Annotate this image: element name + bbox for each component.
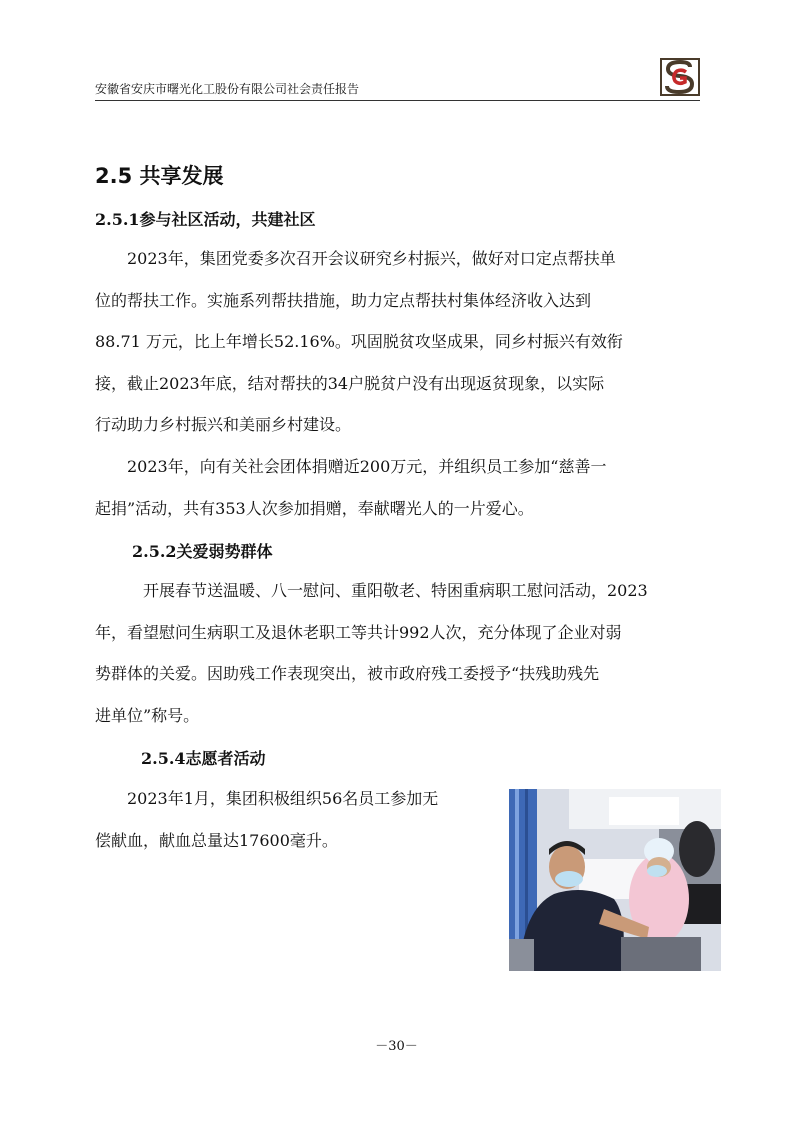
report-title: 安徽省安庆市曙光化工股份有限公司社会责任报告: [95, 82, 360, 96]
text-line: 行动助力乡村振兴和美丽乡村建设。: [95, 415, 352, 434]
text-line: 接，截止2023年底，结对帮扶的34户脱贫户没有出现返贫现象，以实际: [95, 373, 605, 393]
text-line: 88.71 万元，比上年增长52.16%。巩固脱贫攻坚成果，同乡村振兴有效衔: [95, 332, 623, 351]
text-line: 开展春节送温暖、八一慰问、重阳敬老、特困重病职工慰问活动，2023: [143, 581, 648, 600]
paragraph-care-vulnerable: [95, 570, 700, 736]
text-line: 起捐”活动，共有353人次参加捐赠，奉献曙光人的一片爱心。: [95, 498, 534, 518]
blood-donation-photo: [509, 789, 721, 971]
text-line: 势群体的关爱。因助残工作表现突出，被市政府残工委授予“扶残助残先: [95, 664, 600, 683]
paragraph-donation: [95, 446, 700, 529]
paragraph-rural-revitalization: [95, 238, 700, 446]
page-number: －30－: [375, 1039, 418, 1054]
text-line: 2023年，集团党委多次召开会议研究乡村振兴，做好对口定点帮扶单: [127, 249, 616, 268]
text-line: 2023年1月，集团积极组织56名员工参加无: [127, 789, 439, 808]
page-header: [95, 58, 700, 101]
text-line: 2023年，向有关社会团体捐赠近200万元，并组织员工参加“慈善一: [127, 457, 607, 476]
section-title: 2.5 共享发展: [95, 164, 224, 188]
paragraph-volunteer: [95, 778, 500, 861]
text-line: 位的帮扶工作。实施系列帮扶措施，助力定点帮扶村集体经济收入达到: [95, 290, 592, 310]
subsection-title-2-5-4: 2.5.4志愿者活动: [141, 749, 266, 768]
text-line: 进单位”称号。: [95, 705, 200, 725]
subsection-title-2-5-2: 2.5.2关爱弱势群体: [132, 542, 273, 561]
company-logo: [660, 58, 700, 96]
text-line: 年，看望慰问生病职工及退休老职工等共计992人次，充分体现了企业对弱: [95, 622, 622, 642]
subsection-title-2-5-1: 2.5.1参与社区活动，共建社区: [95, 210, 316, 229]
text-line: 偿献血，献血总量达17600毫升。: [95, 830, 338, 850]
